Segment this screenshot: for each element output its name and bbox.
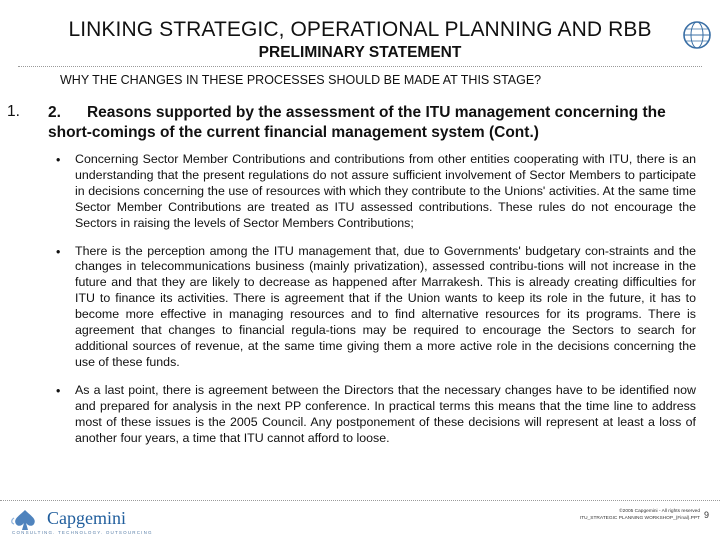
section-heading [48, 103, 708, 143]
bullet-marker: • [56, 153, 61, 167]
bullet-marker: • [56, 244, 61, 259]
slide-subtitle: PRELIMINARY STATEMENT [258, 44, 462, 61]
heading-text: Reasons supported by the assessment of the ITU management concerning the short-comings of the current financial management system (Cont.) [48, 104, 666, 141]
spade-logo-icon [10, 509, 40, 531]
bullet-marker: • [56, 383, 61, 398]
bullet-list [56, 152, 696, 458]
bullet-text: There is the perception among the ITU management that, due to Governments' budgetary con-straints and the changes in telecommunications business (mainly privatization), assessed contribu-tions will not increase in the future and that they are likely to decrease as happened after Marrakesh. This is already creating difficulties for ITU to finance its activities. There is agreement that if the Union wants to keep its role in the future, it has to become more effective in managing resources and to find alternative resources for its programs. There is agreement that changes to financial regula-tions may be required to encourage the Sectors to search for additional sources of revenue, at the same time giving them a more active role in the decisions concerning the use of these funds. [75, 243, 696, 369]
file-reference: ITU_STRATEGIC PLANNING WORKSHOP_(Final).PPT [579, 516, 700, 521]
brand-tagline: CONSULTING. TECHNOLOGY. OUTSOURCING [12, 530, 153, 535]
footer-info [560, 508, 700, 522]
bullet-text: As a last point, there is agreement between the Directors that the necessary changes have to be identified now and prepared for analysis in the next PP conference. In practical terms this means that the time line to address most of these issues is the 2005 Council. Any postponement of these decisions will represent at least a loss of another four years, a time that ITU cannot afford to loose. [75, 382, 696, 445]
list-item [56, 244, 696, 371]
list-item [56, 152, 696, 232]
footer-divider [0, 500, 720, 501]
slide-title: LINKING STRATEGIC, OPERATIONAL PLANNING AND RBB [68, 18, 652, 41]
list-item [56, 383, 696, 447]
copyright-text: ©2005 Capgemini - All rights reserved [619, 509, 700, 514]
brand-name: Capgemini [47, 508, 126, 528]
section-question: WHY THE CHANGES IN THESE PROCESSES SHOULD BE MADE AT THIS STAGE? [60, 73, 542, 87]
bullet-text: Concerning Sector Member Contributions and contributions from other entities cooperating with ITU, there is an understanding that the present regulations do not assure sufficient involvement of Sector Members to participate in decisions concerning the use of resources with which they contribute to the Unions' activities. At the same time Sector Member Contributions are treated as ITU assessed contributions. These rules do not encourage the Sectors in raising the levels of Sector Members Contributions; [75, 152, 696, 230]
heading-number: 2. [48, 104, 61, 121]
outline-number: 1. [7, 103, 20, 120]
header-divider [18, 66, 702, 67]
brand-logo [10, 507, 153, 537]
page-number: 9 [704, 510, 710, 520]
